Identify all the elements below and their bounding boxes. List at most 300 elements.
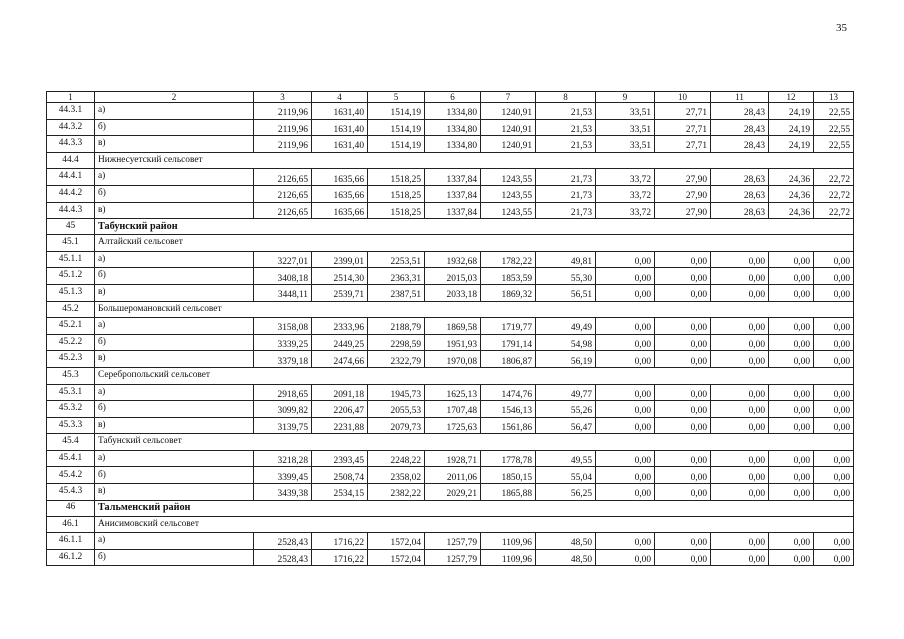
value-cell: 1850,15 xyxy=(481,467,536,484)
row-code: 45.3 xyxy=(47,367,95,384)
value-cell: 1853,59 xyxy=(481,268,536,285)
value-cell: 33,51 xyxy=(596,103,655,120)
value-cell: 1561,86 xyxy=(481,417,536,434)
row-variant-label: а) xyxy=(95,169,254,186)
value-cell: 2449,25 xyxy=(312,334,368,351)
value-cell: 2015,03 xyxy=(425,268,481,285)
table-row xyxy=(47,450,854,467)
value-cell: 1945,73 xyxy=(368,384,425,401)
section-header-row xyxy=(47,301,854,318)
value-cell: 2399,01 xyxy=(312,251,368,268)
value-cell: 21,73 xyxy=(536,202,596,219)
value-cell: 1869,58 xyxy=(425,318,481,335)
value-cell: 2508,74 xyxy=(312,467,368,484)
value-cell: 2248,22 xyxy=(368,450,425,467)
value-cell: 2382,22 xyxy=(368,484,425,501)
value-cell: 1970,08 xyxy=(425,351,481,368)
value-cell: 1572,04 xyxy=(368,533,425,550)
value-cell: 1243,55 xyxy=(481,169,536,186)
value-cell: 24,19 xyxy=(769,103,814,120)
value-cell: 1725,63 xyxy=(425,417,481,434)
value-cell: 3408,18 xyxy=(254,268,312,285)
value-cell: 0,00 xyxy=(711,549,769,566)
row-variant-label: а) xyxy=(95,450,254,467)
row-code: 45.3.2 xyxy=(47,401,95,418)
value-cell: 0,00 xyxy=(596,251,655,268)
value-cell: 0,00 xyxy=(769,549,814,566)
value-cell: 0,00 xyxy=(711,334,769,351)
value-cell: 0,00 xyxy=(655,467,711,484)
table-row xyxy=(47,533,854,550)
value-cell: 24,36 xyxy=(769,169,814,186)
value-cell: 1631,40 xyxy=(312,136,368,153)
table-row xyxy=(47,268,854,285)
value-cell: 2091,18 xyxy=(312,384,368,401)
value-cell: 1514,19 xyxy=(368,103,425,120)
column-header: 12 xyxy=(769,92,814,103)
value-cell: 54,98 xyxy=(536,334,596,351)
value-cell: 24,19 xyxy=(769,136,814,153)
row-code: 44.3.2 xyxy=(47,119,95,136)
value-cell: 0,00 xyxy=(769,484,814,501)
value-cell: 3227,01 xyxy=(254,251,312,268)
value-cell: 0,00 xyxy=(596,284,655,301)
row-code: 45.2.3 xyxy=(47,351,95,368)
value-cell: 1334,80 xyxy=(425,103,481,120)
row-variant-label: б) xyxy=(95,401,254,418)
value-cell: 1782,22 xyxy=(481,251,536,268)
value-cell: 49,81 xyxy=(536,251,596,268)
value-cell: 33,51 xyxy=(596,136,655,153)
value-cell: 2119,96 xyxy=(254,103,312,120)
value-cell: 0,00 xyxy=(814,401,854,418)
value-cell: 48,50 xyxy=(536,549,596,566)
value-cell: 2298,59 xyxy=(368,334,425,351)
value-cell: 2033,18 xyxy=(425,284,481,301)
value-cell: 1778,78 xyxy=(481,450,536,467)
value-cell: 0,00 xyxy=(769,467,814,484)
column-header: 10 xyxy=(655,92,711,103)
row-variant-label: в) xyxy=(95,351,254,368)
value-cell: 3339,25 xyxy=(254,334,312,351)
value-cell: 0,00 xyxy=(769,450,814,467)
value-cell: 2119,96 xyxy=(254,136,312,153)
value-cell: 27,90 xyxy=(655,202,711,219)
value-cell: 56,47 xyxy=(536,417,596,434)
value-cell: 0,00 xyxy=(655,549,711,566)
table-row xyxy=(47,549,854,566)
value-cell: 1257,79 xyxy=(425,549,481,566)
row-variant-label: а) xyxy=(95,251,254,268)
row-code: 44.4.3 xyxy=(47,202,95,219)
value-cell: 2393,45 xyxy=(312,450,368,467)
value-cell: 0,00 xyxy=(769,417,814,434)
column-header: 6 xyxy=(425,92,481,103)
value-cell: 0,00 xyxy=(711,351,769,368)
value-cell: 0,00 xyxy=(596,549,655,566)
value-cell: 2231,88 xyxy=(312,417,368,434)
value-cell: 0,00 xyxy=(596,450,655,467)
value-cell: 1928,71 xyxy=(425,450,481,467)
value-cell: 0,00 xyxy=(814,467,854,484)
value-cell: 28,43 xyxy=(711,119,769,136)
column-header: 4 xyxy=(312,92,368,103)
column-header: 8 xyxy=(536,92,596,103)
value-cell: 0,00 xyxy=(711,318,769,335)
value-cell: 1806,87 xyxy=(481,351,536,368)
value-cell: 24,36 xyxy=(769,202,814,219)
value-cell: 0,00 xyxy=(814,384,854,401)
value-cell: 22,55 xyxy=(814,136,854,153)
row-variant-label: а) xyxy=(95,533,254,550)
value-cell: 0,00 xyxy=(596,467,655,484)
value-cell: 0,00 xyxy=(814,549,854,566)
value-cell: 1240,91 xyxy=(481,136,536,153)
value-cell: 0,00 xyxy=(655,351,711,368)
row-code: 44.4.2 xyxy=(47,185,95,202)
value-cell: 21,53 xyxy=(536,136,596,153)
value-cell: 1865,88 xyxy=(481,484,536,501)
section-header-row xyxy=(47,367,854,384)
row-code: 44.4 xyxy=(47,152,95,169)
value-cell: 49,77 xyxy=(536,384,596,401)
value-cell: 0,00 xyxy=(814,334,854,351)
section-name: Большеромановский сельсовет xyxy=(95,301,854,318)
value-cell: 3158,08 xyxy=(254,318,312,335)
value-cell: 1635,66 xyxy=(312,202,368,219)
value-cell: 1635,66 xyxy=(312,169,368,186)
value-cell: 28,63 xyxy=(711,169,769,186)
value-cell: 2528,43 xyxy=(254,549,312,566)
row-code: 45.2 xyxy=(47,301,95,318)
value-cell: 55,04 xyxy=(536,467,596,484)
value-cell: 3379,18 xyxy=(254,351,312,368)
value-cell: 1337,84 xyxy=(425,202,481,219)
table-row xyxy=(47,484,854,501)
row-variant-label: а) xyxy=(95,318,254,335)
value-cell: 22,72 xyxy=(814,169,854,186)
value-cell: 1257,79 xyxy=(425,533,481,550)
row-variant-label: б) xyxy=(95,185,254,202)
value-cell: 1474,76 xyxy=(481,384,536,401)
value-cell: 3139,75 xyxy=(254,417,312,434)
value-cell: 0,00 xyxy=(655,268,711,285)
value-cell: 0,00 xyxy=(814,417,854,434)
value-cell: 24,36 xyxy=(769,185,814,202)
row-code: 44.3.1 xyxy=(47,103,95,120)
value-cell: 2387,51 xyxy=(368,284,425,301)
value-cell: 0,00 xyxy=(655,484,711,501)
value-cell: 2253,51 xyxy=(368,251,425,268)
value-cell: 0,00 xyxy=(596,533,655,550)
value-cell: 2126,65 xyxy=(254,169,312,186)
value-cell: 3439,38 xyxy=(254,484,312,501)
value-cell: 0,00 xyxy=(711,484,769,501)
value-cell: 0,00 xyxy=(596,401,655,418)
value-cell: 0,00 xyxy=(711,401,769,418)
value-cell: 1337,84 xyxy=(425,169,481,186)
value-cell: 0,00 xyxy=(655,417,711,434)
value-cell: 27,71 xyxy=(655,136,711,153)
column-header: 13 xyxy=(814,92,854,103)
row-code: 46.1.1 xyxy=(47,533,95,550)
value-cell: 56,51 xyxy=(536,284,596,301)
value-cell: 0,00 xyxy=(814,484,854,501)
value-cell: 1334,80 xyxy=(425,136,481,153)
value-cell: 1334,80 xyxy=(425,119,481,136)
row-code: 45.4.1 xyxy=(47,450,95,467)
district-header-row xyxy=(47,500,854,516)
value-cell: 0,00 xyxy=(769,318,814,335)
row-code: 45.3.1 xyxy=(47,384,95,401)
value-cell: 1625,13 xyxy=(425,384,481,401)
row-code: 45.4 xyxy=(47,434,95,451)
value-cell: 2322,79 xyxy=(368,351,425,368)
value-cell: 0,00 xyxy=(596,318,655,335)
value-cell: 3099,82 xyxy=(254,401,312,418)
row-variant-label: в) xyxy=(95,284,254,301)
value-cell: 27,90 xyxy=(655,185,711,202)
value-cell: 21,73 xyxy=(536,169,596,186)
value-cell: 21,53 xyxy=(536,103,596,120)
value-cell: 0,00 xyxy=(596,484,655,501)
value-cell: 0,00 xyxy=(711,284,769,301)
value-cell: 1707,48 xyxy=(425,401,481,418)
value-cell: 27,90 xyxy=(655,169,711,186)
value-cell: 2206,47 xyxy=(312,401,368,418)
value-cell: 0,00 xyxy=(655,284,711,301)
table-row xyxy=(47,119,854,136)
value-cell: 2119,96 xyxy=(254,119,312,136)
value-cell: 2358,02 xyxy=(368,467,425,484)
row-variant-label: а) xyxy=(95,103,254,120)
value-cell: 0,00 xyxy=(814,450,854,467)
value-cell: 1518,25 xyxy=(368,169,425,186)
section-name: Табунский сельсовет xyxy=(95,434,854,451)
value-cell: 1518,25 xyxy=(368,202,425,219)
row-code: 46.1.2 xyxy=(47,549,95,566)
column-header-row xyxy=(47,92,854,103)
value-cell: 2918,65 xyxy=(254,384,312,401)
value-cell: 28,63 xyxy=(711,202,769,219)
value-cell: 2528,43 xyxy=(254,533,312,550)
row-code: 44.3.3 xyxy=(47,136,95,153)
tariff-table xyxy=(46,91,854,566)
column-header: 9 xyxy=(596,92,655,103)
value-cell: 28,63 xyxy=(711,185,769,202)
value-cell: 2539,71 xyxy=(312,284,368,301)
value-cell: 0,00 xyxy=(596,268,655,285)
value-cell: 0,00 xyxy=(769,334,814,351)
value-cell: 2474,66 xyxy=(312,351,368,368)
value-cell: 0,00 xyxy=(655,533,711,550)
value-cell: 1243,55 xyxy=(481,202,536,219)
value-cell: 0,00 xyxy=(814,351,854,368)
column-header: 5 xyxy=(368,92,425,103)
section-header-row xyxy=(47,235,854,252)
value-cell: 0,00 xyxy=(769,384,814,401)
value-cell: 0,00 xyxy=(655,334,711,351)
value-cell: 49,49 xyxy=(536,318,596,335)
value-cell: 1572,04 xyxy=(368,549,425,566)
value-cell: 56,19 xyxy=(536,351,596,368)
value-cell: 28,43 xyxy=(711,136,769,153)
table-row xyxy=(47,351,854,368)
value-cell: 0,00 xyxy=(769,268,814,285)
row-code: 44.4.1 xyxy=(47,169,95,186)
value-cell: 1631,40 xyxy=(312,103,368,120)
value-cell: 1109,96 xyxy=(481,533,536,550)
value-cell: 2534,15 xyxy=(312,484,368,501)
value-cell: 0,00 xyxy=(711,251,769,268)
section-name: Анисимовский сельсовет xyxy=(95,516,854,533)
row-variant-label: в) xyxy=(95,484,254,501)
row-variant-label: в) xyxy=(95,136,254,153)
value-cell: 0,00 xyxy=(814,318,854,335)
table-row xyxy=(47,136,854,153)
value-cell: 3218,28 xyxy=(254,450,312,467)
district-name: Табунский район xyxy=(95,219,854,235)
value-cell: 22,55 xyxy=(814,119,854,136)
value-cell: 2126,65 xyxy=(254,202,312,219)
value-cell: 1337,84 xyxy=(425,185,481,202)
column-header: 7 xyxy=(481,92,536,103)
value-cell: 21,53 xyxy=(536,119,596,136)
value-cell: 22,72 xyxy=(814,185,854,202)
value-cell: 0,00 xyxy=(655,318,711,335)
value-cell: 1635,66 xyxy=(312,185,368,202)
value-cell: 0,00 xyxy=(711,467,769,484)
table-row xyxy=(47,384,854,401)
value-cell: 1514,19 xyxy=(368,136,425,153)
value-cell: 48,50 xyxy=(536,533,596,550)
value-cell: 0,00 xyxy=(655,384,711,401)
value-cell: 0,00 xyxy=(711,417,769,434)
value-cell: 0,00 xyxy=(769,401,814,418)
value-cell: 1951,93 xyxy=(425,334,481,351)
value-cell: 0,00 xyxy=(711,533,769,550)
column-header: 1 xyxy=(47,92,95,103)
value-cell: 2079,73 xyxy=(368,417,425,434)
value-cell: 24,19 xyxy=(769,119,814,136)
value-cell: 0,00 xyxy=(814,533,854,550)
value-cell: 55,26 xyxy=(536,401,596,418)
table-row xyxy=(47,284,854,301)
value-cell: 27,71 xyxy=(655,103,711,120)
value-cell: 0,00 xyxy=(596,417,655,434)
value-cell: 0,00 xyxy=(814,268,854,285)
value-cell: 1869,32 xyxy=(481,284,536,301)
value-cell: 1716,22 xyxy=(312,549,368,566)
row-code: 45.1.1 xyxy=(47,251,95,268)
value-cell: 0,00 xyxy=(769,351,814,368)
row-variant-label: б) xyxy=(95,467,254,484)
row-variant-label: б) xyxy=(95,268,254,285)
row-variant-label: в) xyxy=(95,417,254,434)
value-cell: 0,00 xyxy=(596,384,655,401)
value-cell: 1514,19 xyxy=(368,119,425,136)
row-code: 46 xyxy=(47,500,95,516)
row-variant-label: б) xyxy=(95,119,254,136)
value-cell: 49,55 xyxy=(536,450,596,467)
district-header-row xyxy=(47,219,854,235)
district-name: Тальменский район xyxy=(95,500,854,516)
table-row xyxy=(47,401,854,418)
column-header: 3 xyxy=(254,92,312,103)
column-header: 11 xyxy=(711,92,769,103)
value-cell: 2363,31 xyxy=(368,268,425,285)
value-cell: 1546,13 xyxy=(481,401,536,418)
value-cell: 0,00 xyxy=(769,251,814,268)
value-cell: 2126,65 xyxy=(254,185,312,202)
value-cell: 2055,53 xyxy=(368,401,425,418)
row-code: 46.1 xyxy=(47,516,95,533)
row-code: 45.4.2 xyxy=(47,467,95,484)
value-cell: 0,00 xyxy=(814,251,854,268)
row-variant-label: б) xyxy=(95,549,254,566)
table-row xyxy=(47,467,854,484)
value-cell: 1631,40 xyxy=(312,119,368,136)
row-code: 45.2.2 xyxy=(47,334,95,351)
table-row xyxy=(47,318,854,335)
value-cell: 28,43 xyxy=(711,103,769,120)
table-row xyxy=(47,251,854,268)
value-cell: 27,71 xyxy=(655,119,711,136)
section-header-row xyxy=(47,152,854,169)
value-cell: 0,00 xyxy=(814,284,854,301)
value-cell: 0,00 xyxy=(596,334,655,351)
value-cell: 0,00 xyxy=(711,268,769,285)
value-cell: 33,72 xyxy=(596,169,655,186)
value-cell: 1243,55 xyxy=(481,185,536,202)
value-cell: 2333,96 xyxy=(312,318,368,335)
value-cell: 0,00 xyxy=(769,533,814,550)
value-cell: 55,30 xyxy=(536,268,596,285)
row-variant-label: а) xyxy=(95,384,254,401)
value-cell: 0,00 xyxy=(711,384,769,401)
row-code: 45.1.2 xyxy=(47,268,95,285)
value-cell: 56,25 xyxy=(536,484,596,501)
value-cell: 2029,21 xyxy=(425,484,481,501)
table-row xyxy=(47,417,854,434)
value-cell: 2011,06 xyxy=(425,467,481,484)
table-row xyxy=(47,185,854,202)
row-code: 45 xyxy=(47,219,95,235)
value-cell: 33,51 xyxy=(596,119,655,136)
value-cell: 0,00 xyxy=(711,450,769,467)
value-cell: 1240,91 xyxy=(481,103,536,120)
row-variant-label: б) xyxy=(95,334,254,351)
value-cell: 2188,79 xyxy=(368,318,425,335)
table-row xyxy=(47,103,854,120)
value-cell: 0,00 xyxy=(655,450,711,467)
value-cell: 1791,14 xyxy=(481,334,536,351)
row-code: 45.1.3 xyxy=(47,284,95,301)
value-cell: 22,72 xyxy=(814,202,854,219)
value-cell: 1932,68 xyxy=(425,251,481,268)
table-body xyxy=(47,103,854,566)
column-header: 2 xyxy=(95,92,254,103)
value-cell: 3448,11 xyxy=(254,284,312,301)
table-row xyxy=(47,169,854,186)
value-cell: 0,00 xyxy=(655,401,711,418)
value-cell: 1716,22 xyxy=(312,533,368,550)
value-cell: 21,73 xyxy=(536,185,596,202)
row-code: 45.4.3 xyxy=(47,484,95,501)
value-cell: 0,00 xyxy=(596,351,655,368)
row-code: 45.1 xyxy=(47,235,95,252)
value-cell: 22,55 xyxy=(814,103,854,120)
